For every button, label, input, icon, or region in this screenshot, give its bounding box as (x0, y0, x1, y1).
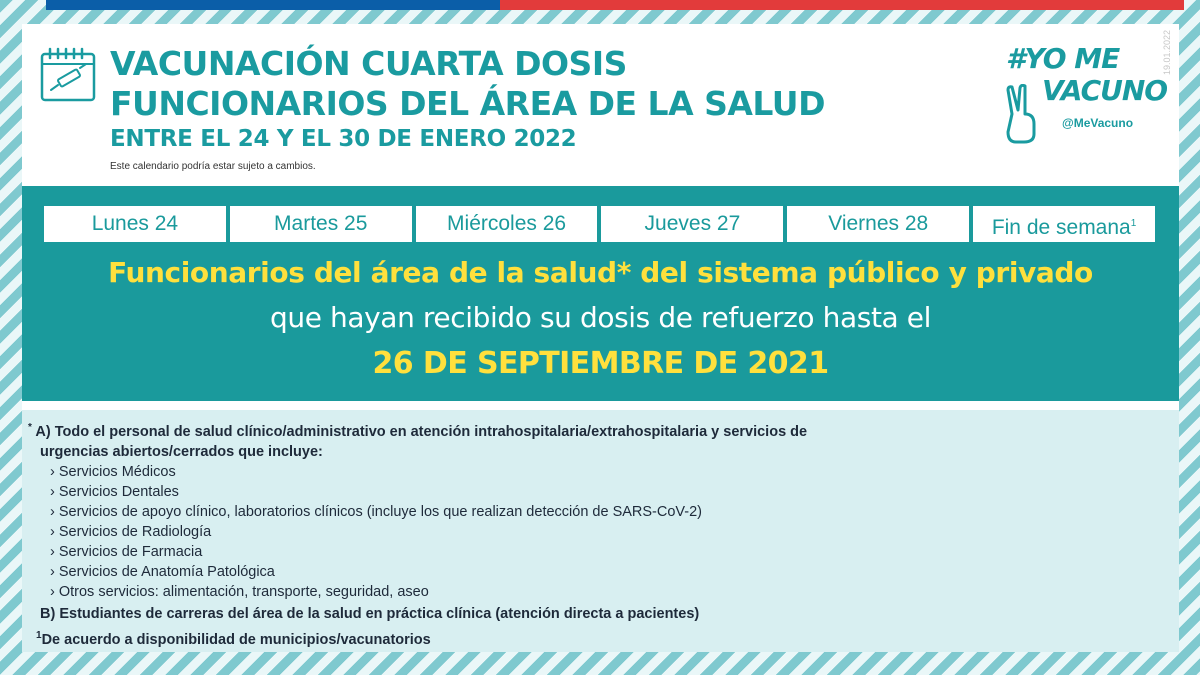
day-label: Viernes 28 (828, 212, 929, 235)
asterisk-marker: * (28, 422, 32, 433)
notes-panel (22, 410, 1179, 652)
notes-body (28, 418, 807, 650)
victory-hand-icon (1004, 84, 1044, 144)
eligibility-headline: Funcionarios del área de la salud* del sistema público y privado (108, 256, 1093, 289)
note-a-line2: urgencias abiertos/cerrados que incluye: (40, 443, 323, 460)
weekday-row (44, 206, 1155, 242)
footnote (28, 626, 807, 650)
day-label: Miércoles 26 (447, 212, 567, 235)
logo-line2: VACUNO (1042, 74, 1168, 107)
logo-line1: #YO ME (1006, 42, 1120, 75)
day-cell-tuesday (230, 206, 412, 242)
yo-me-vacuno-logo (1002, 38, 1168, 148)
page-title-line2: FUNCIONARIOS DEL ÁREA DE LA SALUD (110, 84, 825, 123)
eligibility-condition: que hayan recibido su dosis de refuerzo hasta el (269, 301, 931, 334)
day-label: Jueves 27 (644, 212, 741, 235)
day-cell-weekend (973, 206, 1155, 242)
note-a-line1: A) Todo el personal de salud clínico/administrativo en atención intrahospitalaria/extrahospitalaria y servicios de (35, 423, 808, 440)
list-item: › Servicios de Anatomía Patológica (50, 563, 275, 580)
content-card (22, 24, 1179, 652)
social-handle: @MeVacuno (1062, 116, 1134, 130)
day-cell-monday (44, 206, 226, 242)
list-item: › Servicios Dentales (50, 483, 179, 500)
list-item: › Servicios Médicos (50, 463, 176, 480)
list-item: › Otros servicios: alimentación, transporte, seguridad, aseo (50, 583, 429, 600)
footnote-marker: 1 (1130, 218, 1137, 229)
disclaimer-text: Este calendario podría estar sujeto a cambios. (110, 161, 316, 172)
day-cell-friday (787, 206, 969, 242)
day-label: Lunes 24 (91, 212, 179, 235)
footnote-text: De acuerdo a disponibilidad de municipios/vacunatorios (41, 631, 431, 648)
day-cell-thursday (601, 206, 783, 242)
day-label: Fin de semana (991, 216, 1131, 239)
footnote-marker: 1 (36, 629, 42, 641)
schedule-banner (22, 186, 1179, 401)
note-b: B) Estudiantes de carreras del área de la salud en práctica clínica (atención directa a pacientes) (40, 605, 700, 622)
flag-red-stripe (500, 0, 1184, 10)
calendar-syringe-icon (38, 46, 98, 104)
page-title-line1: VACUNACIÓN CUARTA DOSIS (110, 44, 627, 83)
list-item: › Servicios de apoyo clínico, laboratorios clínicos (incluye los que realizan detección de SARS-CoV-2) (50, 503, 703, 520)
eligibility-date: 26 DE SEPTIEMBRE DE 2021 (372, 346, 829, 381)
list-item: › Servicios de Farmacia (50, 543, 203, 560)
flag-blue-stripe (46, 0, 500, 10)
day-cell-wednesday (416, 206, 598, 242)
publication-date: 19.01.2022 (1162, 30, 1172, 76)
day-label: Martes 25 (274, 212, 368, 235)
note-a (28, 418, 807, 442)
list-item: › Servicios de Radiología (50, 523, 212, 540)
date-range-subtitle: ENTRE EL 24 Y EL 30 DE ENERO 2022 (110, 126, 577, 152)
